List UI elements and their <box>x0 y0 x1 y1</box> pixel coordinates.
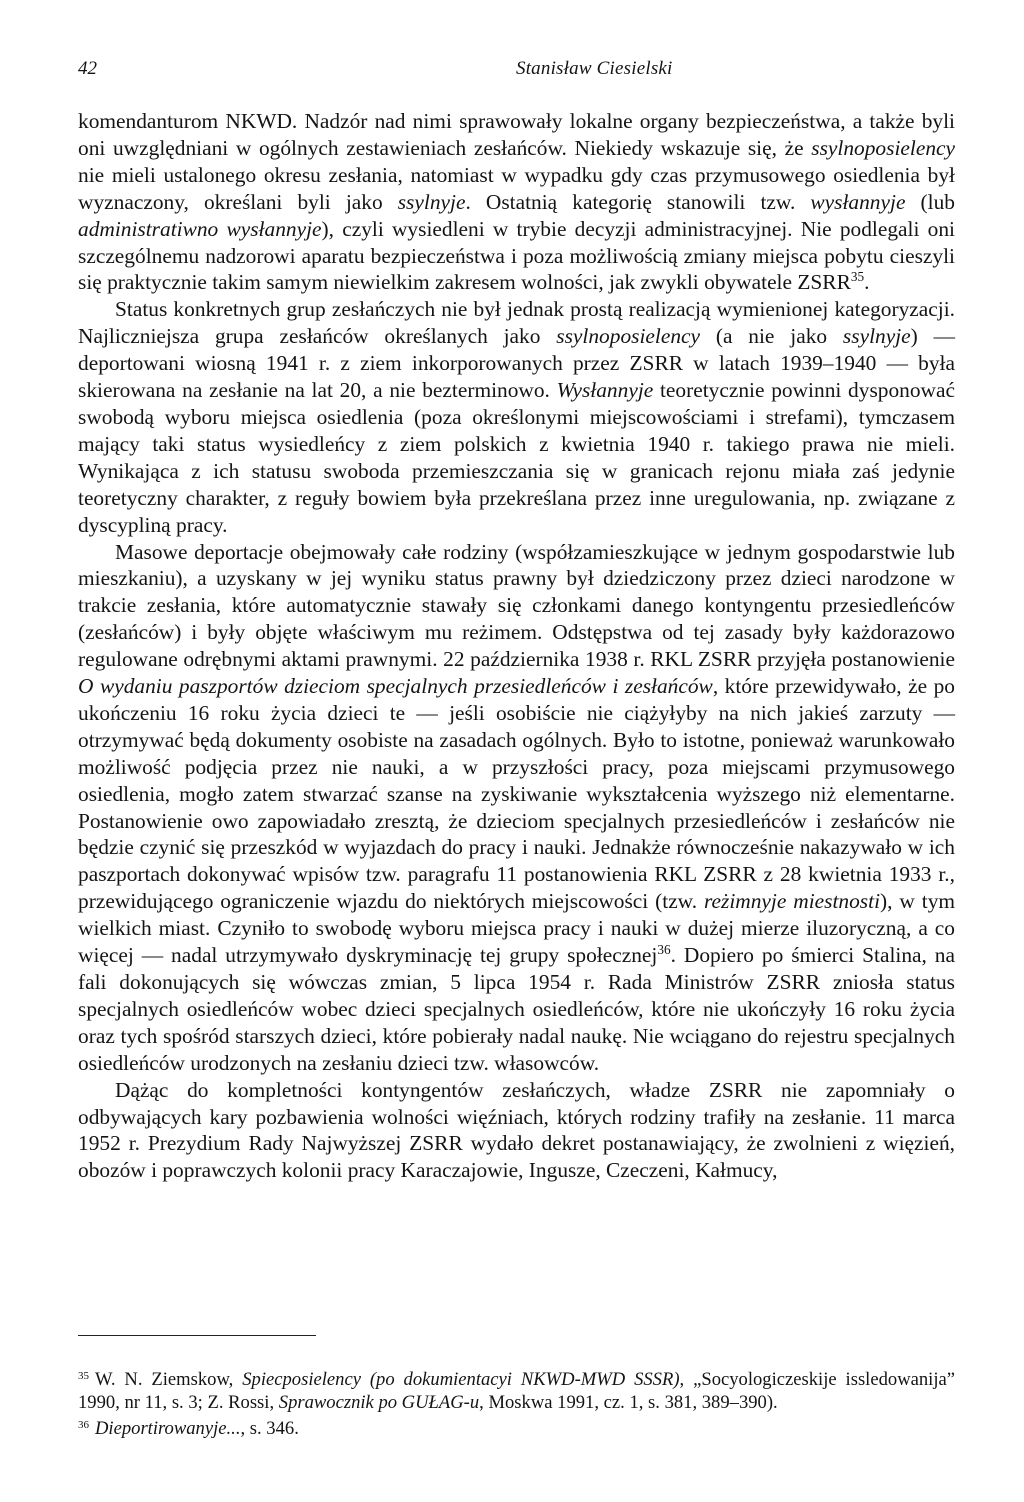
page-header <box>78 58 948 90</box>
body-text <box>78 108 955 1184</box>
italic-term: ssylnyje <box>397 189 466 214</box>
italic-term: Spiecposielency (po dokumientacyi NKWD-MWD SSSR) <box>242 1369 680 1390</box>
footnote <box>78 1414 955 1440</box>
italic-term: ssylnoposielency <box>811 135 955 160</box>
italic-term: ssylnyje <box>842 324 911 349</box>
italic-term: wysłannyje <box>810 189 906 214</box>
text-run: Dążąc do kompletności kontyngentów zesłańczych, władze ZSRR nie zapomniały o odbywających kary pozbawienia wolności więźniach, których rodziny trafiły na zesłanie. 11 marca 1952 r. Prezydium Rady Najwyższej ZSRR wydało dekret postanawiający, że zwolnieni z więzień, obozów i poprawczych kolonii pracy Karaczajowie, Ingusze, Czeczeni, Kałmucy, <box>78 1077 955 1183</box>
text-run: teoretycznie powinni dysponować swobodą wyboru miejsca osiedlenia (poza określonymi miejscowościami i strefami), tymczasem mający taki status wysiedleńcy z ziem polskich z kwietnia 1940 r. takiego prawa nie mieli. Wynikająca z ich statusu swoboda przemieszczania się w granicach rejonu miała zaś jedynie teoretyczny charakter, z reguły bowiem była przekreślana przez inne uregulowania, np. związane z dyscypliną pracy. <box>78 378 955 537</box>
paragraph <box>78 539 955 1077</box>
italic-term: Dieportirowanyje... <box>95 1418 241 1439</box>
text-run: nie mieli ustalonego okresu zesłania, natomiast w wypadku gdy czas przymusowego osiedlenia był wyznaczony, określani byli jako <box>78 162 955 214</box>
text-run: komendanturom NKWD. Nadzór nad nimi sprawowały lokalne organy bezpieczeństwa, a także byli oni uwzględniani w ogólnych zestawieniach zesłańców. Niekiedy wskazuje się, że <box>78 109 955 160</box>
paragraph <box>78 296 955 538</box>
text-run: ), w tym wielkich miast. Czyniło to swobodę wyboru miejsca pracy i nauki w dużej mierze iluzoryczną, a co więcej — nadal utrzymywało dyskryminację tej grupy społecznej <box>78 889 956 968</box>
text-run: , które przewidywało, że po ukończeniu 16 roku życia dzieci te — jeśli osobiście nie ciążyłyby na nich jakieś zarzuty — otrzymywać będą dokumenty osobiste na zasadach ogólnych. Było to istotne, ponieważ warunkowało możliwość podjęcia przez nie nauki, a w przyszłości pracy, poza miejscami przymusowego osiedlenia, mogło zatem stwarzać szanse na zyskiwanie wykształcenia wyższego niż elementarne. Postanowienie owo zapowiadało zresztą, że dzieciom specjalnych przesiedleńców i zesłańców nie będzie czynić się przeszkód w wyjazdach do pracy i nauki. Jednakże równocześnie nakazywało w ich paszportach dokonywać wpisów tzw. paragrafu 11 postanowienia RKL ZSRR z 28 kwietnia 1933 r., przewidującego ograniczenie wjazdu do niektórych miejscowości (tzw. <box>78 674 955 914</box>
page-number: 42 <box>78 58 97 79</box>
text-run: ) — deportowani wiosną 1941 r. z ziem inkorporowanych przez ZSRR w latach 1939–1940 — była skierowana na zesłanie na lat 20, a nie bezterminowo. <box>78 324 955 403</box>
italic-term: O wydaniu paszportów dzieciom specjalnych przesiedleńców i zesłańców <box>78 674 713 699</box>
footnote-reference: 36 <box>657 942 671 958</box>
footnote-number: 36 <box>78 1419 89 1431</box>
text-run: , s. 346. <box>240 1418 299 1439</box>
text-run: Masowe deportacje obejmowały całe rodziny (współzamieszkujące w jednym gospodarstwie lub mieszkaniu), a uzyskany w jej wyniku status prawny był dziedziczony przez dzieci narodzone w trakcie zesłania, które automatycznie stawały się członkami danego kontyngentu przesiedleńców (zesłańców) i były objęte właściwym mu reżimem. Odstępstwa od tej zasady były każdorazowo regulowane odrębnymi aktami prawnymi. 22 października 1938 r. RKL ZSRR przyjęła postanowienie <box>78 539 955 672</box>
footnote-reference: 35 <box>850 269 865 285</box>
text-run: . Dopiero po śmierci Stalina, na fali dokonujących się wówczas zmian, 5 lipca 1954 r. Rada Ministrów ZSRR zniosła status specjalnych osiedleńców wobec dzieci specjalnych osiedleńców, które nie ukończyły 16 roku życia oraz tych spośród starszych dzieci, które pobierały nadal naukę. Nie wciągano do rejestru specjalnych osiedleńców urodzonych na zesłaniu dzieci tzw. własowców. <box>78 943 955 1075</box>
italic-term: Wysłannyje <box>556 378 654 403</box>
running-head-author: Stanisław Ciesielski <box>516 58 673 79</box>
text-run: (a nie jako <box>700 324 843 349</box>
text-run: , Moskwa 1991, cz. 1, s. 381, 389–390). <box>479 1392 778 1413</box>
italic-term: administratiwno wysłannyje <box>78 216 322 241</box>
footnote-separator <box>78 1335 316 1336</box>
footnote-number: 35 <box>78 1370 89 1382</box>
text-run: Status konkretnych grup zesłańczych nie był jednak prostą realizacją wymienionej kategoryzacji. Najliczniejsza grupa zesłańców określanych jako <box>78 297 955 349</box>
text-run: . Ostatnią kategorię stanowili tzw. <box>465 189 811 214</box>
italic-term: ssylnoposielency <box>556 324 701 349</box>
text-run: . <box>864 270 870 295</box>
footnotes <box>78 1365 955 1440</box>
italic-term: reżimnyje miestnosti <box>704 889 881 914</box>
paragraph <box>78 1077 955 1185</box>
text-run: ), czyli wysiedleni w trybie decyzji administracyjnej. Nie podlegali oni szczególnemu nadzorowi aparatu bezpieczeństwa i poza możliwością zmiany miejsca pobytu cieszyli się praktycznie takim samym niewielkim zakresem wolności, jak zwykli obywatele ZSRR <box>78 216 955 295</box>
paragraph <box>78 108 955 296</box>
text-run: (lub <box>905 189 955 214</box>
footnote <box>78 1365 955 1414</box>
text-run: , „Socyologiczeskije issledowanija” 1990, nr 11, s. 3; Z. Rossi, <box>78 1369 956 1413</box>
italic-term: Sprawocznik po GUŁAG-u <box>278 1392 480 1413</box>
text-run: W. N. Ziemskow, <box>95 1369 243 1390</box>
